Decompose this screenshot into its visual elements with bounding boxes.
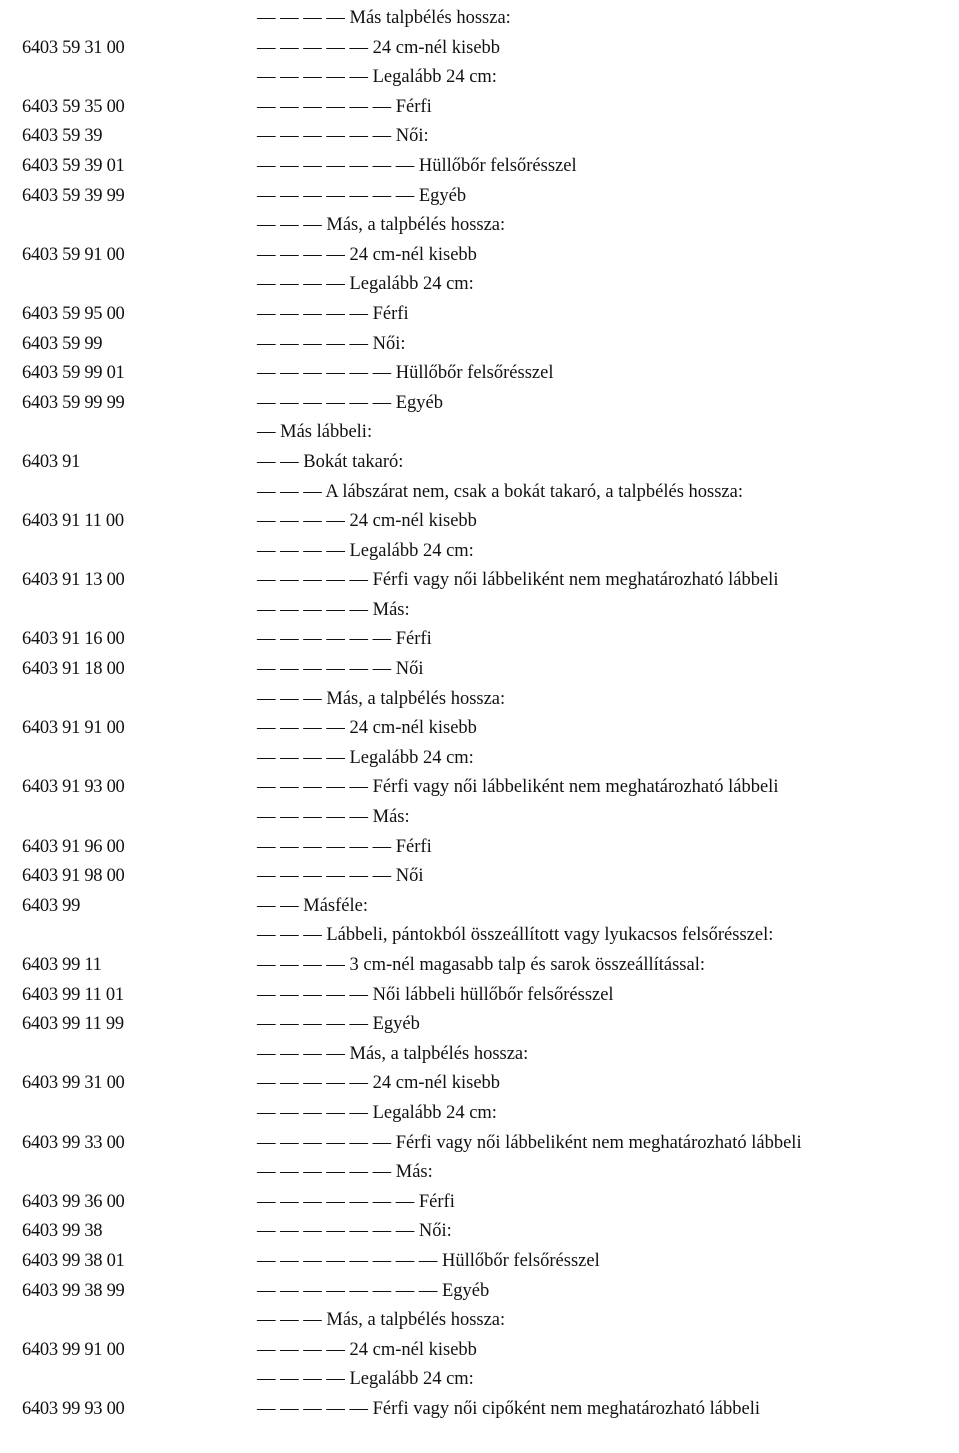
tariff-code: 6403 99 38 bbox=[22, 1221, 103, 1242]
indent-dashes: — — — — bbox=[257, 1339, 345, 1360]
tariff-description bbox=[257, 1040, 528, 1070]
indent-dashes: — — — — — — bbox=[257, 126, 392, 147]
indent-dashes: — — — — — bbox=[257, 984, 368, 1005]
tariff-row bbox=[0, 182, 959, 212]
tariff-row bbox=[0, 1247, 959, 1277]
tariff-description bbox=[257, 270, 474, 300]
indent-dashes: — — — — — bbox=[257, 599, 368, 620]
tariff-description bbox=[257, 1010, 420, 1040]
indent-dashes: — — — bbox=[257, 925, 322, 946]
tariff-description bbox=[257, 744, 474, 774]
tariff-row bbox=[0, 566, 959, 596]
description-text: 24 cm-nél kisebb bbox=[372, 1073, 501, 1094]
tariff-code: 6403 99 11 bbox=[22, 955, 102, 975]
tariff-description bbox=[257, 1336, 477, 1366]
indent-dashes: — — — — — bbox=[257, 333, 368, 354]
indent-dashes: — — — — — — bbox=[257, 363, 392, 384]
description-text: Férfi bbox=[395, 96, 432, 117]
description-text: Férfi bbox=[418, 1191, 455, 1212]
tariff-description bbox=[257, 951, 705, 981]
indent-dashes: — — — — bbox=[257, 274, 345, 295]
tariff-code: 6403 59 99 bbox=[22, 333, 103, 354]
tariff-code: 6403 91 96 00 bbox=[22, 836, 125, 857]
description-text: Férfi vagy női lábbeliként nem meghatározható lábbeli bbox=[372, 570, 779, 591]
tariff-row bbox=[0, 1336, 959, 1366]
indent-dashes: — — — — bbox=[257, 955, 345, 975]
description-text: Férfi vagy női lábbeliként nem meghatározható lábbeli bbox=[395, 1132, 802, 1153]
tariff-row bbox=[0, 537, 959, 567]
tariff-description bbox=[257, 1395, 760, 1425]
indent-dashes: — — — — bbox=[257, 540, 345, 561]
description-text: Egyéb bbox=[395, 392, 444, 413]
tariff-row bbox=[0, 596, 959, 626]
indent-dashes: — — — — — bbox=[257, 807, 368, 828]
description-text: Legalább 24 cm: bbox=[349, 747, 474, 768]
description-text: Férfi vagy női lábbeliként nem meghatározható lábbeli bbox=[372, 777, 779, 798]
tariff-description bbox=[257, 714, 477, 744]
description-text: Más lábbeli: bbox=[280, 422, 373, 443]
indent-dashes: — — — — — — bbox=[257, 392, 392, 413]
tariff-code: 6403 99 11 99 bbox=[22, 1014, 124, 1035]
description-text: Férfi bbox=[395, 836, 432, 857]
tariff-row bbox=[0, 34, 959, 64]
tariff-row bbox=[0, 773, 959, 803]
tariff-row bbox=[0, 981, 959, 1011]
tariff-document bbox=[0, 4, 959, 1425]
tariff-code: 6403 59 39 01 bbox=[22, 155, 125, 176]
indent-dashes: — — bbox=[257, 895, 299, 916]
description-text: Férfi bbox=[395, 629, 432, 650]
tariff-description bbox=[257, 1277, 489, 1307]
description-text: Férfi vagy női cipőként nem meghatározható lábbeli bbox=[372, 1398, 760, 1419]
description-text: 3 cm-nél magasabb talp és sarok összeállítással: bbox=[349, 955, 706, 975]
indent-dashes: — — — — — bbox=[257, 777, 368, 798]
tariff-description bbox=[257, 625, 432, 655]
tariff-description bbox=[257, 1217, 452, 1247]
tariff-row bbox=[0, 152, 959, 182]
indent-dashes: — — — — — bbox=[257, 37, 368, 58]
indent-dashes: — — — — bbox=[257, 244, 345, 265]
indent-dashes: — — — — — bbox=[257, 570, 368, 591]
description-text: Legalább 24 cm: bbox=[349, 540, 474, 561]
indent-dashes: — — — — — — — — bbox=[257, 1280, 438, 1301]
tariff-description bbox=[257, 152, 577, 182]
tariff-description bbox=[257, 359, 553, 389]
indent-dashes: — — — — — — — bbox=[257, 185, 415, 206]
description-text: Legalább 24 cm: bbox=[349, 1369, 474, 1390]
description-text: Más, a talpbélés hossza: bbox=[326, 688, 506, 709]
description-text: Más: bbox=[372, 599, 410, 620]
tariff-row bbox=[0, 1069, 959, 1099]
indent-dashes: — — — — bbox=[257, 747, 345, 768]
tariff-description bbox=[257, 1069, 500, 1099]
tariff-row bbox=[0, 1217, 959, 1247]
tariff-row bbox=[0, 1365, 959, 1395]
tariff-row bbox=[0, 1158, 959, 1188]
tariff-description bbox=[257, 655, 424, 685]
description-text: Női bbox=[395, 659, 424, 680]
tariff-description bbox=[257, 862, 424, 892]
tariff-code: 6403 91 98 00 bbox=[22, 866, 125, 887]
description-text: 24 cm-nél kisebb bbox=[349, 244, 477, 265]
tariff-row bbox=[0, 1306, 959, 1336]
description-text: 24 cm-nél kisebb bbox=[349, 1339, 477, 1360]
indent-dashes: — — — bbox=[257, 481, 322, 502]
tariff-row bbox=[0, 241, 959, 271]
description-text: Női: bbox=[395, 126, 429, 147]
tariff-description bbox=[257, 566, 778, 596]
description-text: Más, a talpbélés hossza: bbox=[326, 215, 506, 236]
tariff-row bbox=[0, 4, 959, 34]
indent-dashes: — — bbox=[257, 451, 299, 472]
tariff-row bbox=[0, 63, 959, 93]
tariff-description bbox=[257, 211, 505, 241]
tariff-code: 6403 59 39 bbox=[22, 126, 103, 147]
tariff-description bbox=[257, 389, 443, 419]
tariff-code: 6403 99 33 00 bbox=[22, 1132, 125, 1153]
indent-dashes: — — — — — bbox=[257, 303, 368, 324]
description-text: Női bbox=[395, 866, 424, 887]
indent-dashes: — — — — — — — — bbox=[257, 1250, 438, 1271]
tariff-code: 6403 99 38 01 bbox=[22, 1250, 125, 1271]
indent-dashes: — — — — — bbox=[257, 1102, 368, 1123]
description-text: Hüllőbőr felsőrésszel bbox=[395, 363, 554, 384]
tariff-row bbox=[0, 300, 959, 330]
indent-dashes: — — — — bbox=[257, 1369, 345, 1390]
description-text: 24 cm-nél kisebb bbox=[349, 511, 477, 532]
description-text: Női: bbox=[372, 333, 406, 354]
tariff-description bbox=[257, 93, 432, 123]
tariff-row bbox=[0, 744, 959, 774]
tariff-description bbox=[257, 773, 778, 803]
tariff-code: 6403 99 bbox=[22, 895, 81, 916]
tariff-row bbox=[0, 1129, 959, 1159]
description-text: Bokát takaró: bbox=[303, 451, 404, 472]
tariff-description bbox=[257, 892, 368, 922]
tariff-description bbox=[257, 4, 511, 34]
tariff-description bbox=[257, 182, 466, 212]
description-text: Legalább 24 cm: bbox=[349, 274, 474, 295]
tariff-description bbox=[257, 300, 409, 330]
tariff-description bbox=[257, 122, 429, 152]
tariff-code: 6403 59 35 00 bbox=[22, 96, 125, 117]
tariff-description bbox=[257, 1188, 455, 1218]
tariff-description bbox=[257, 34, 500, 64]
tariff-code: 6403 59 99 99 bbox=[22, 392, 125, 413]
tariff-code: 6403 59 95 00 bbox=[22, 303, 125, 324]
tariff-code: 6403 59 31 00 bbox=[22, 37, 125, 58]
tariff-row bbox=[0, 921, 959, 951]
description-text: Férfi bbox=[372, 303, 409, 324]
tariff-code: 6403 99 93 00 bbox=[22, 1398, 125, 1419]
description-text: Más: bbox=[372, 807, 410, 828]
tariff-description bbox=[257, 1129, 802, 1159]
tariff-code: 6403 99 31 00 bbox=[22, 1073, 125, 1094]
indent-dashes: — — — — — — bbox=[257, 866, 392, 887]
tariff-row bbox=[0, 418, 959, 448]
indent-dashes: — — — — — bbox=[257, 1398, 368, 1419]
tariff-description bbox=[257, 596, 410, 626]
indent-dashes: — — — bbox=[257, 215, 322, 236]
tariff-row bbox=[0, 211, 959, 241]
indent-dashes: — — — — — — — bbox=[257, 1221, 415, 1242]
indent-dashes: — — — — bbox=[257, 718, 345, 739]
tariff-code: 6403 99 91 00 bbox=[22, 1339, 125, 1360]
tariff-description bbox=[257, 1099, 497, 1129]
tariff-row bbox=[0, 1395, 959, 1425]
description-text: Másféle: bbox=[303, 895, 368, 916]
tariff-description bbox=[257, 833, 432, 863]
tariff-row bbox=[0, 1040, 959, 1070]
description-text: 24 cm-nél kisebb bbox=[372, 37, 501, 58]
indent-dashes: — — — — — — bbox=[257, 1162, 392, 1183]
description-text: Női: bbox=[418, 1221, 452, 1242]
tariff-code: 6403 59 91 00 bbox=[22, 244, 125, 265]
indent-dashes: — — — — — bbox=[257, 67, 368, 88]
tariff-code: 6403 91 91 00 bbox=[22, 718, 125, 739]
indent-dashes: — — — — — — — bbox=[257, 155, 415, 176]
description-text: Más talpbélés hossza: bbox=[349, 8, 511, 28]
indent-dashes: — bbox=[257, 422, 276, 443]
description-text: Legalább 24 cm: bbox=[372, 1102, 497, 1123]
indent-dashes: — — — — — — bbox=[257, 1132, 392, 1153]
tariff-description bbox=[257, 1306, 505, 1336]
description-text: Más, a talpbélés hossza: bbox=[326, 1310, 506, 1331]
tariff-row bbox=[0, 833, 959, 863]
description-text: Lábbeli, pántokból összeállított vagy lyukacsos felsőrésszel: bbox=[326, 925, 774, 946]
tariff-row bbox=[0, 625, 959, 655]
tariff-row bbox=[0, 1277, 959, 1307]
tariff-row bbox=[0, 1188, 959, 1218]
description-text: Női lábbeli hüllőbőr felsőrésszel bbox=[372, 984, 614, 1005]
tariff-row bbox=[0, 359, 959, 389]
description-text: Egyéb bbox=[418, 185, 467, 206]
description-text: Más, a talpbélés hossza: bbox=[349, 1043, 529, 1064]
description-text: Hüllőbőr felsőrésszel bbox=[442, 1250, 600, 1271]
tariff-code: 6403 91 11 00 bbox=[22, 511, 124, 532]
tariff-code: 6403 59 39 99 bbox=[22, 185, 125, 206]
tariff-row bbox=[0, 270, 959, 300]
tariff-row bbox=[0, 685, 959, 715]
tariff-description bbox=[257, 803, 410, 833]
description-text: 24 cm-nél kisebb bbox=[349, 718, 477, 739]
tariff-row bbox=[0, 951, 959, 981]
tariff-row bbox=[0, 862, 959, 892]
tariff-row bbox=[0, 714, 959, 744]
description-text: Egyéb bbox=[442, 1280, 490, 1301]
indent-dashes: — — — — — — bbox=[257, 629, 392, 650]
description-text: A lábszárat nem, csak a bokát takaró, a talpbélés hossza: bbox=[325, 481, 743, 502]
tariff-row bbox=[0, 330, 959, 360]
tariff-description bbox=[257, 507, 477, 537]
tariff-row bbox=[0, 892, 959, 922]
tariff-row bbox=[0, 507, 959, 537]
tariff-code: 6403 91 18 00 bbox=[22, 659, 125, 680]
tariff-description bbox=[257, 330, 406, 360]
indent-dashes: — — — — — — — bbox=[257, 1191, 415, 1212]
tariff-row bbox=[0, 93, 959, 123]
indent-dashes: — — — — — bbox=[257, 1014, 368, 1035]
description-text: Más: bbox=[395, 1162, 433, 1183]
tariff-description bbox=[257, 537, 474, 567]
tariff-description bbox=[257, 685, 505, 715]
indent-dashes: — — — — — — bbox=[257, 659, 392, 680]
tariff-code: 6403 99 11 01 bbox=[22, 984, 124, 1005]
tariff-code: 6403 91 93 00 bbox=[22, 777, 125, 798]
tariff-description bbox=[257, 1365, 474, 1395]
indent-dashes: — — — — bbox=[257, 8, 345, 28]
tariff-code: 6403 59 99 01 bbox=[22, 363, 125, 384]
indent-dashes: — — — — bbox=[257, 1043, 345, 1064]
tariff-description bbox=[257, 1247, 600, 1277]
indent-dashes: — — — bbox=[257, 1310, 322, 1331]
tariff-row bbox=[0, 803, 959, 833]
tariff-row bbox=[0, 655, 959, 685]
tariff-description bbox=[257, 418, 372, 448]
indent-dashes: — — — bbox=[257, 688, 322, 709]
tariff-row bbox=[0, 1099, 959, 1129]
description-text: Egyéb bbox=[372, 1014, 420, 1035]
tariff-code: 6403 91 13 00 bbox=[22, 570, 125, 591]
tariff-description bbox=[257, 63, 497, 93]
tariff-row bbox=[0, 478, 959, 508]
indent-dashes: — — — — — bbox=[257, 1073, 368, 1094]
tariff-row bbox=[0, 448, 959, 478]
tariff-description bbox=[257, 1158, 433, 1188]
tariff-description bbox=[257, 981, 614, 1011]
tariff-code: 6403 91 bbox=[22, 451, 81, 472]
tariff-code: 6403 91 16 00 bbox=[22, 629, 125, 650]
tariff-description bbox=[257, 241, 477, 271]
tariff-code: 6403 99 36 00 bbox=[22, 1191, 125, 1212]
indent-dashes: — — — — bbox=[257, 511, 345, 532]
tariff-description bbox=[257, 921, 773, 951]
indent-dashes: — — — — — — bbox=[257, 836, 392, 857]
indent-dashes: — — — — — — bbox=[257, 96, 392, 117]
tariff-description bbox=[257, 478, 743, 508]
tariff-description bbox=[257, 448, 403, 478]
tariff-row bbox=[0, 1010, 959, 1040]
tariff-code: 6403 99 38 99 bbox=[22, 1280, 125, 1301]
tariff-row bbox=[0, 122, 959, 152]
tariff-row bbox=[0, 389, 959, 419]
description-text: Hüllőbőr felsőrésszel bbox=[418, 155, 577, 176]
description-text: Legalább 24 cm: bbox=[372, 67, 497, 88]
